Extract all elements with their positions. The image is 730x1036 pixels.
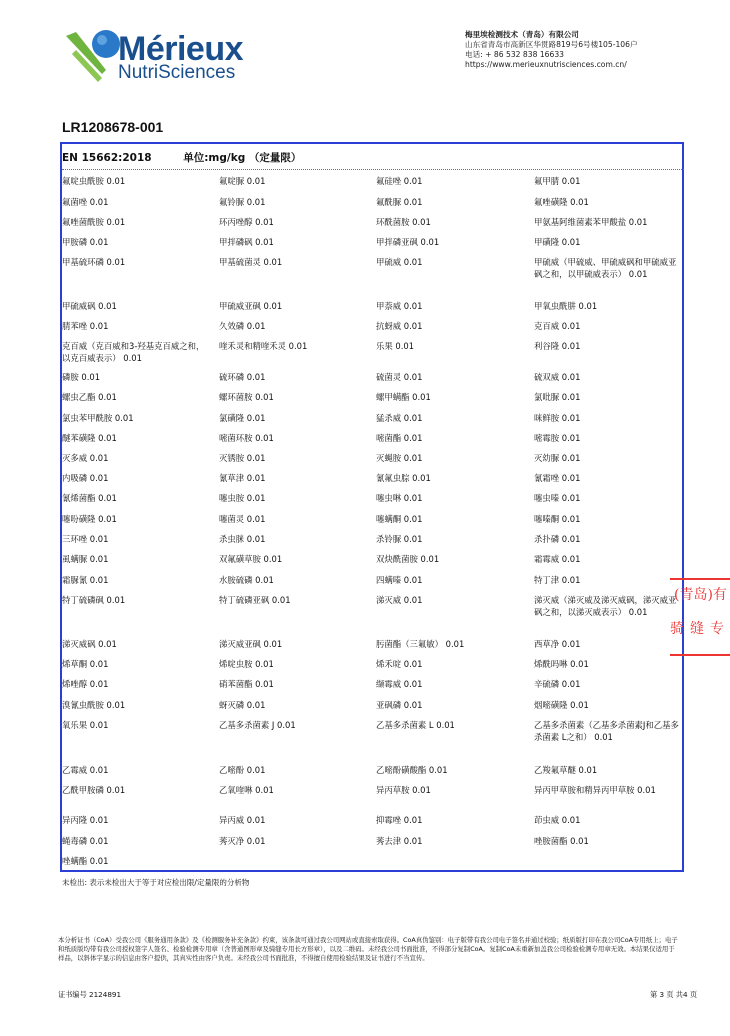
table-cell: 涕灭威亚砜 0.01 [219, 639, 283, 649]
table-cell: 甲硫威砜 0.01 [62, 301, 117, 311]
table-cell: 蝇毒磷 0.01 [62, 836, 109, 846]
table-cell: 氯吡脲 0.01 [534, 392, 581, 402]
table-cell: 咪鲜胺 0.01 [534, 413, 581, 423]
table-cell: 甲硫威（甲硫威、甲硫威砜和甲硫威亚砜之和，以甲硫威表示） 0.01 [534, 257, 677, 279]
table-cell: 唑螨酯 0.01 [62, 856, 109, 866]
table-cell: 氰氟虫腙 0.01 [376, 473, 431, 483]
method-label: EN 15662:2018 [62, 152, 152, 164]
table-cell: 噻菌灵 0.01 [219, 514, 266, 524]
table-cell: 甲基硫环磷 0.01 [62, 257, 126, 267]
table-cell: 亚砜磷 0.01 [376, 700, 423, 710]
table-cell: 嘧霉胺 0.01 [534, 433, 581, 443]
table-cell: 甲氧虫酰肼 0.01 [534, 301, 598, 311]
table-cell: 磷胺 0.01 [62, 372, 101, 382]
stamp-text-2: 骑缝专 [670, 621, 730, 637]
table-cell: 硫菌灵 0.01 [376, 372, 423, 382]
table-cell: 氟菌唑 0.01 [62, 197, 109, 207]
table-cell: 烯酰吗啉 0.01 [534, 659, 589, 669]
table-cell: 环丙唑醇 0.01 [219, 217, 274, 227]
table-cell: 噻虫嗪 0.01 [534, 493, 581, 503]
table-cell: 猛杀威 0.01 [376, 413, 423, 423]
table-cell: 久效磷 0.01 [219, 321, 266, 331]
table-cell: 杀铃脲 0.01 [376, 534, 423, 544]
table-cell: 氰霜唑 0.01 [534, 473, 581, 483]
table-cell: 莠灭净 0.01 [219, 836, 266, 846]
table-cell: 甲胺磷 0.01 [62, 237, 109, 247]
table-cell: 唑胺菌酯 0.01 [534, 836, 589, 846]
table-cell: 特丁津 0.01 [534, 575, 581, 585]
table-cell: 螺虫乙酯 0.01 [62, 392, 117, 402]
logo-wordmark: Mérieux [118, 30, 243, 68]
table-cell: 三环唑 0.01 [62, 534, 109, 544]
table-cell: 烯草酮 0.01 [62, 659, 109, 669]
table-cell: 氯磺隆 0.01 [219, 413, 266, 423]
table-cell: 溴氰虫酰胺 0.01 [62, 700, 126, 710]
page-number: 第 3 页 共4 页 [650, 990, 698, 999]
table-cell: 缬霉威 0.01 [376, 679, 423, 689]
table-cell: 抗蚜威 0.01 [376, 321, 423, 331]
table-cell: 甲基硫菌灵 0.01 [219, 257, 283, 267]
table-cell: 氟硅唑 0.01 [376, 176, 423, 186]
table-cell: 双氟磺草胺 0.01 [219, 554, 283, 564]
table-cell: 乙酰甲胺磷 0.01 [62, 785, 126, 795]
table-cell: 乙羧氟草醚 0.01 [534, 765, 598, 775]
table-cell: 异丙威 0.01 [219, 815, 266, 825]
table-cell: 氟啶脲 0.01 [219, 176, 266, 186]
table-cell: 乙基多杀菌素 J 0.01 [219, 720, 296, 730]
company-phone: 电话: + 86 532 838 16633 [465, 50, 564, 59]
table-cell: 茚虫威 0.01 [534, 815, 581, 825]
table-cell: 螺环菌胺 0.01 [219, 392, 274, 402]
table-cell: 乙氧喹啉 0.01 [219, 785, 274, 795]
table-cell: 乙嘧酚 0.01 [219, 765, 266, 775]
table-cell: 烯禾啶 0.01 [376, 659, 423, 669]
table-cell: 甲萘威 0.01 [376, 301, 423, 311]
table-cell: 氧乐果 0.01 [62, 720, 109, 730]
table-cell: 抑霉唑 0.01 [376, 815, 423, 825]
table-cell: 噻螨酮 0.01 [376, 514, 423, 524]
table-cell: 烯唑醇 0.01 [62, 679, 109, 689]
table-cell: 醚苯磺隆 0.01 [62, 433, 117, 443]
table-cell: 氟唑磺隆 0.01 [534, 197, 589, 207]
table-cell: 涕灭威（涕灭威及涕灭威砜，涕灭威亚砜之和，以涕灭威表示） 0.01 [534, 595, 677, 617]
unit-label: 单位:mg/kg （定量限） [183, 152, 302, 164]
table-cell: 甲磺隆 0.01 [534, 237, 581, 247]
table-cell: 霜脲氰 0.01 [62, 575, 109, 585]
table-cell: 烯啶虫胺 0.01 [219, 659, 274, 669]
table-cell: 涕灭威砜 0.01 [62, 639, 117, 649]
table-cell: 特丁硫磷砜 0.01 [62, 595, 126, 605]
table-cell: 杀扑磷 0.01 [534, 534, 581, 544]
table-cell: 乙基多杀菌素 L 0.01 [376, 720, 455, 730]
table-cell: 氰烯菌酯 0.01 [62, 493, 117, 503]
table-header [62, 150, 301, 165]
table-cell: 四螨嗪 0.01 [376, 575, 423, 585]
table-cell: 灭锈胺 0.01 [219, 453, 266, 463]
report-id: LR1208678-001 [62, 119, 164, 135]
table-cell: 乐果 0.01 [376, 341, 415, 351]
table-cell: 氟甲腈 0.01 [534, 176, 581, 186]
table-cell: 噻嗪酮 0.01 [534, 514, 581, 524]
table-cell: 氟酰脲 0.01 [376, 197, 423, 207]
results-frame [60, 142, 684, 872]
stamp-text-1: (青岛)有 [674, 587, 727, 603]
table-cell: 甲拌磷砜 0.01 [219, 237, 274, 247]
table-cell: 异丙隆 0.01 [62, 815, 109, 825]
table-cell: 克百威（克百威和3-羟基克百威之和，以克百威表示） 0.01 [62, 341, 205, 363]
company-info [465, 30, 638, 70]
table-cell: 西草净 0.01 [534, 639, 581, 649]
table-cell: 环酰菌胺 0.01 [376, 217, 431, 227]
table-cell: 氰草津 0.01 [219, 473, 266, 483]
table-cell: 甲硫威亚砜 0.01 [219, 301, 283, 311]
company-website[interactable]: https://www.merieuxnutrisciences.com.cn/ [465, 60, 627, 69]
dotted-divider [62, 169, 684, 170]
table-cell: 双炔酰菌胺 0.01 [376, 554, 440, 564]
table-cell: 莠去津 0.01 [376, 836, 423, 846]
table-cell: 硫环磷 0.01 [219, 372, 266, 382]
table-cell: 螺甲螨酯 0.01 [376, 392, 431, 402]
table-cell: 异丙甲草胺和精异丙甲草胺 0.01 [534, 785, 656, 795]
table-cell: 霜霉威 0.01 [534, 554, 581, 564]
footnote: 未检出: 表示未检出大于等于对应检出限/定量限的分析物 [62, 878, 250, 887]
company-address: 山东省青岛市高新区华贯路819号6号楼105-106户 [465, 40, 638, 49]
table-cell: 嘧菌酯 0.01 [376, 433, 423, 443]
table-cell: 乙霉威 0.01 [62, 765, 109, 775]
table-cell: 氟唑菌酰胺 0.01 [62, 217, 126, 227]
table-cell: 乙嘧酚磺酸酯 0.01 [376, 765, 448, 775]
table-cell: 异丙草胺 0.01 [376, 785, 431, 795]
table-cell: 硝苯菌酯 0.01 [219, 679, 274, 689]
table-cell: 甲氨基阿维菌素苯甲酸盐 0.01 [534, 217, 648, 227]
table-cell: 杀虫脒 0.01 [219, 534, 266, 544]
table-cell: 甲拌磷亚砜 0.01 [376, 237, 440, 247]
table-cell: 灭蝇胺 0.01 [376, 453, 423, 463]
table-cell: 水胺硫磷 0.01 [219, 575, 274, 585]
table-cell: 腈苯唑 0.01 [62, 321, 109, 331]
table-cell: 乙基多杀菌素（乙基多杀菌素J和乙基多杀菌素 L之和） 0.01 [534, 720, 679, 742]
table-cell: 噻虫啉 0.01 [376, 493, 423, 503]
table-cell: 涕灭威 0.01 [376, 595, 423, 605]
table-cell: 内吸磷 0.01 [62, 473, 109, 483]
table-cell: 烟嘧磺隆 0.01 [534, 700, 589, 710]
logo-subtitle: NutriSciences [118, 62, 236, 83]
table-cell: 氟铃脲 0.01 [219, 197, 266, 207]
table-cell: 利谷隆 0.01 [534, 341, 581, 351]
table-cell: 硫双威 0.01 [534, 372, 581, 382]
table-cell: 喹禾灵和精喹禾灵 0.01 [219, 341, 308, 351]
table-cell: 嘧菌环胺 0.01 [219, 433, 274, 443]
table-cell: 虱螨脲 0.01 [62, 554, 109, 564]
certificate-number: 证书编号 2124891 [58, 990, 122, 999]
table-cell: 氟啶虫酰胺 0.01 [62, 176, 126, 186]
disclaimer: 本分析证书（CoA）受我公司《服务通用条款》及《检测服务补充条款》约束，该条款可通过我公司网站或直接索取获得。CoA真伪鉴别：电子版带有我公司电子签名并通过校验；纸质版打印在我公司CoA专用纸上；电子和纸质版均带有我公司授权签字人签名、检验检测专用章（含普通图形章及骑缝专用长方形章），以及二维码。未经我公司书面批准，不得部分复制CoA。复制CoA未重新加盖我公司检验检测专用章无效。本结果仅适用于样品，以斜体字显示的信息由客户提供，其真实性由客户负责。未经我公司书面批准，不得擅自使用检验结果及证书进行不当宣传。 [58, 936, 678, 962]
table-cell: 肟菌酯（三氟敏） 0.01 [376, 639, 465, 649]
table-cell: 蚜灭磷 0.01 [219, 700, 266, 710]
table-cell: 甲硫威 0.01 [376, 257, 423, 267]
table-cell: 克百威 0.01 [534, 321, 581, 331]
table-cell: 氯虫苯甲酰胺 0.01 [62, 413, 134, 423]
table-cell: 特丁硫磷亚砜 0.01 [219, 595, 291, 605]
table-cell: 噻虫胺 0.01 [219, 493, 266, 503]
table-cell: 灭幼脲 0.01 [534, 453, 581, 463]
table-cell: 辛硫磷 0.01 [534, 679, 581, 689]
table-cell: 灭多威 0.01 [62, 453, 109, 463]
table-cell: 噻吩磺隆 0.01 [62, 514, 117, 524]
company-name: 梅里埃检测技术（青岛）有限公司 [465, 30, 579, 39]
seal-stamp [670, 570, 730, 658]
